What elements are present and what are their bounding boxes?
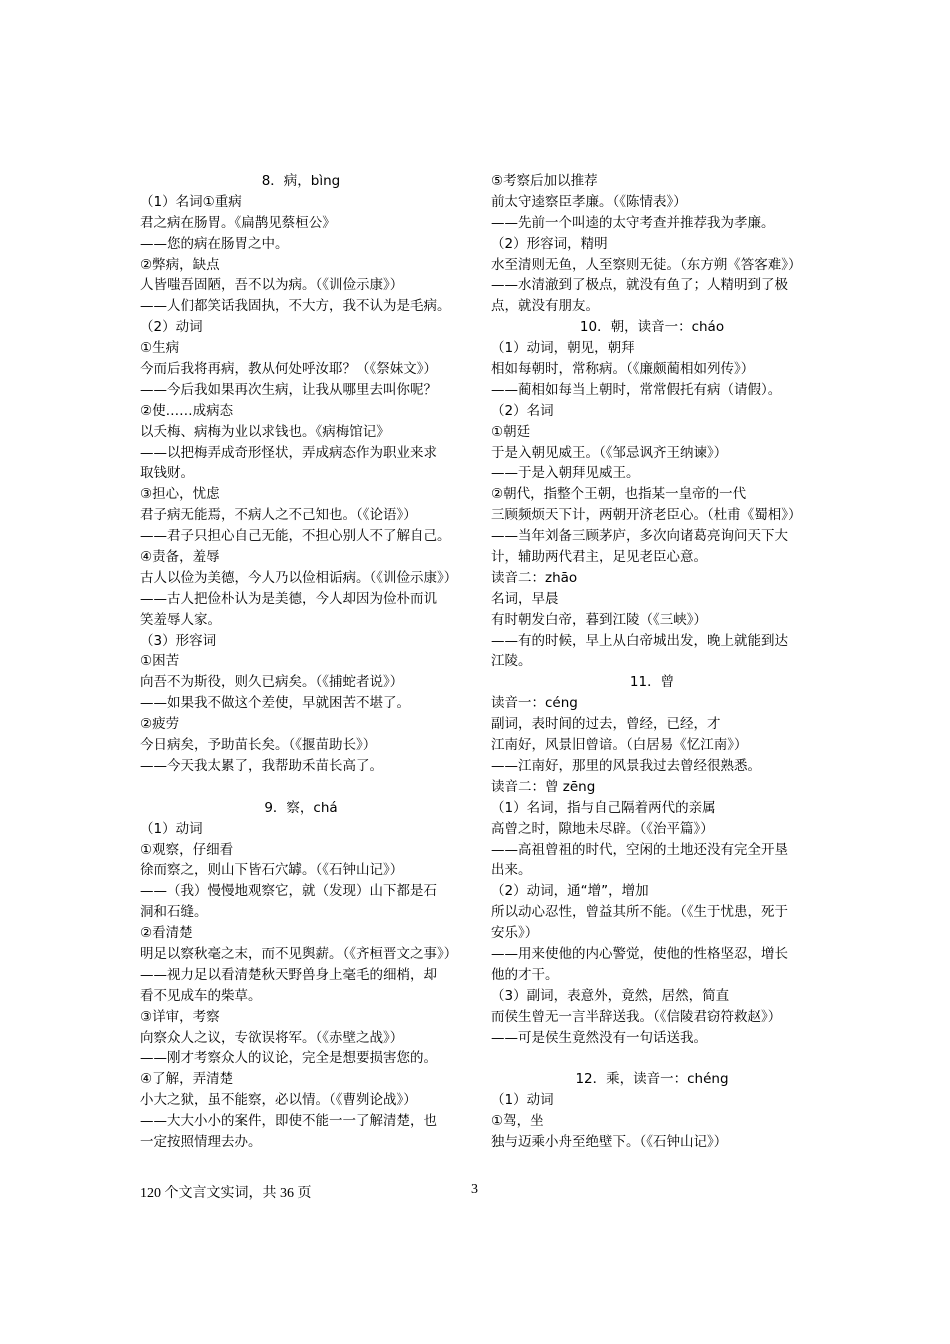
entry-heading: 9．察，chá bbox=[264, 799, 338, 816]
text-line: ——古人把俭朴认为是美德，今人却因为俭朴而讥 bbox=[140, 590, 437, 607]
text-line: （2）动词，通“增”，增加 bbox=[491, 883, 649, 900]
text-line: 向察众人之议，专欲误将军。（《赤壁之战》） bbox=[140, 1029, 404, 1046]
text-line: ①观察，仔细看 bbox=[140, 841, 234, 858]
text-line: （1）动词，朝见，朝拜 bbox=[491, 340, 635, 357]
text-line: ④了解，弄清楚 bbox=[140, 1071, 234, 1088]
text-line: 出来。 bbox=[491, 862, 532, 879]
text-line: 于是入朝见威王。（《邹忌讽齐王纳谏》） bbox=[491, 444, 728, 461]
text-line: 安乐》） bbox=[491, 925, 539, 942]
text-line: ——蔺相如每当上朝时，常常假托有病（请假）。 bbox=[491, 381, 782, 398]
text-line: 前太守逵察臣孝廉。（《陈情表》） bbox=[491, 193, 687, 210]
text-line: ——有的时候，早上从白帝城出发，晚上就能到达 bbox=[491, 632, 788, 649]
text-line: ——今天我太累了，我帮助禾苗长高了。 bbox=[140, 757, 383, 774]
text-line: 君子病无能焉，不病人之不己知也。（《论语》） bbox=[140, 507, 417, 524]
text-line: （2）动词 bbox=[140, 319, 203, 336]
text-line: 小大之狱，虽不能察，必以情。（《曹刿论战》） bbox=[140, 1092, 417, 1109]
text-line: ——刚才考察众人的议论，完全是想要损害您的。 bbox=[140, 1050, 437, 1067]
entry-heading: 12．乘，读音一：chéng bbox=[575, 1071, 729, 1088]
text-line: ①困苦 bbox=[140, 653, 180, 670]
text-line: （2）形容词，精明 bbox=[491, 235, 608, 252]
text-line: ③担心，忧虑 bbox=[140, 486, 220, 503]
entry-heading: 11．曾 bbox=[629, 674, 675, 691]
text-line: 读音二：曾 zēng bbox=[491, 778, 596, 795]
text-line: ①生病 bbox=[140, 340, 180, 357]
text-line: 徐而察之，则山下皆石穴罅。（《石钟山记》） bbox=[140, 862, 404, 879]
text-line: 江南好，风景旧曾谙。（白居易《忆江南》） bbox=[491, 737, 748, 754]
text-line: ②疲劳 bbox=[140, 716, 180, 733]
page-footer bbox=[140, 1182, 813, 1204]
text-line: 看不见成车的柴草。 bbox=[140, 987, 262, 1004]
text-line: ——于是入朝拜见威王。 bbox=[491, 465, 640, 482]
text-line: ——当年刘备三顾茅庐，多次向诸葛亮询问天下大 bbox=[491, 528, 788, 545]
text-line: （3）副词，表意外，竟然，居然，简直 bbox=[491, 987, 730, 1004]
text-line: 点，就没有朋友。 bbox=[491, 298, 599, 315]
text-line: 江陵。 bbox=[491, 653, 532, 670]
text-line: 洞和石缝。 bbox=[140, 904, 208, 921]
text-line: （3）形容词 bbox=[140, 632, 217, 649]
text-line: ——如果我不做这个差使，早就困苦不堪了。 bbox=[140, 695, 410, 712]
text-line: （2）名词 bbox=[491, 402, 554, 419]
text-line: ——以把梅弄成奇形怪状，弄成病态作为职业来求 bbox=[140, 444, 437, 461]
text-line: ②使……成病态 bbox=[140, 402, 234, 419]
blank-line bbox=[491, 1048, 813, 1069]
text-line: 副词，表时间的过去，曾经，已经，才 bbox=[491, 716, 721, 733]
text-line: ——人们都笑话我固执，不大方，我不认为是毛病。 bbox=[140, 298, 451, 315]
text-line: 古人以俭为美德，今人乃以俭相诟病。（《训俭示康》） bbox=[140, 569, 458, 586]
text-line: ——先前一个叫逵的太守考查并推荐我为孝廉。 bbox=[491, 214, 775, 231]
text-line: 有时朝发白帝，暮到江陵（《三峡》） bbox=[491, 611, 707, 628]
text-line: ——视力足以看清楚秋天野兽身上毫毛的细梢，却 bbox=[140, 966, 437, 983]
text-line: 他的才干。 bbox=[491, 966, 559, 983]
text-line: ——今后我如果再次生病，让我从哪里去叫你呢？ bbox=[140, 381, 437, 398]
text-line: 三顾频烦天下计，两朝开济老臣心。（杜甫《蜀相》） bbox=[491, 507, 802, 524]
text-line: ④责备，羞辱 bbox=[140, 549, 220, 566]
text-line: 计，辅助两代君主，足见老臣心意。 bbox=[491, 549, 707, 566]
text-line: ①朝廷 bbox=[491, 423, 531, 440]
text-line: 而侯生曾无一言半辞送我。（《信陵君窃符救赵》） bbox=[491, 1008, 782, 1025]
text-line: ——您的病在肠胃之中。 bbox=[140, 235, 289, 252]
text-line: ——君子只担心自己无能，不担心别人不了解自己。 bbox=[140, 528, 451, 545]
text-line: 水至清则无鱼，人至察则无徒。（东方朔《答客难》） bbox=[491, 256, 802, 273]
text-line: 读音一：céng bbox=[491, 695, 578, 712]
text-line: ②看清楚 bbox=[140, 925, 193, 942]
text-line: （1）动词 bbox=[140, 820, 203, 837]
text-line: 高曾之时，隙地未尽辟。（《治平篇》） bbox=[491, 820, 714, 837]
right-column bbox=[491, 171, 813, 1153]
text-line: ②弊病，缺点 bbox=[140, 256, 220, 273]
text-line: （1）动词 bbox=[491, 1092, 554, 1109]
text-line: ——可是侯生竟然没有一句话送我。 bbox=[491, 1029, 707, 1046]
entry-heading: 10．朝，读音一：cháo bbox=[579, 319, 725, 336]
text-line: ②朝代，指整个王朝，也指某一皇帝的一代 bbox=[491, 486, 747, 503]
text-line: 君之病在肠胃。《扁鹊见蔡桓公》 bbox=[140, 214, 336, 231]
entry-heading: 8．病，bìng bbox=[261, 173, 341, 189]
text-line: 读音二：zhāo bbox=[491, 569, 578, 586]
text-line: 今日病矣，予助苗长矣。（《揠苗助长》） bbox=[140, 737, 377, 754]
footer-document-info: 120 个文言文实词，共 36 页 bbox=[140, 1186, 312, 1201]
text-line: 向吾不为斯役，则久已病矣。（《捕蛇者说》） bbox=[140, 674, 404, 691]
text-line: ——江南好，那里的风景我过去曾经很熟悉。 bbox=[491, 757, 761, 774]
text-line: （1）名词①重病 bbox=[140, 193, 242, 210]
text-line: ——高祖曾祖的时代，空闲的土地还没有完全开垦 bbox=[491, 841, 788, 858]
blank-line bbox=[140, 777, 462, 798]
text-line: 相如每朝时，常称病。（《廉颇蔺相如列传》） bbox=[491, 361, 755, 378]
text-line: ③详审，考察 bbox=[140, 1008, 220, 1025]
text-line: 人皆嗤吾固陋，吾不以为病。（《训俭示康》） bbox=[140, 277, 404, 294]
text-line: 今而后我将再病，教从何处呼汝耶？（《祭妹文》） bbox=[140, 361, 437, 378]
left-column bbox=[140, 171, 462, 1153]
text-line: 取钱财。 bbox=[140, 465, 194, 482]
text-line: 笑羞辱人家。 bbox=[140, 611, 221, 628]
text-line: 一定按照情理去办。 bbox=[140, 1133, 262, 1150]
text-line: 名词，早晨 bbox=[491, 590, 559, 607]
text-line: （1）名词，指与自己隔着两代的亲属 bbox=[491, 799, 716, 816]
text-line: ——（我）慢慢地观察它，就（发现）山下都是石 bbox=[140, 883, 437, 900]
text-line: ——大大小小的案件，即使不能一一了解清楚，也 bbox=[140, 1113, 437, 1130]
text-line: ——用来使他的内心警觉，使他的性格坚忍，增长 bbox=[491, 945, 788, 962]
text-line: 独与迈乘小舟至绝壁下。（《石钟山记》） bbox=[491, 1133, 728, 1150]
text-line: 明足以察秋毫之末，而不见舆薪。（《齐桓晋文之事》） bbox=[140, 945, 458, 962]
text-line: 以夭梅、病梅为业以求钱也。《病梅馆记》 bbox=[140, 423, 390, 440]
text-line: 所以动心忍性，曾益其所不能。（《生于忧患，死于 bbox=[491, 904, 788, 921]
page-number: 3 bbox=[471, 1182, 478, 1197]
text-line: ①驾，坐 bbox=[491, 1113, 544, 1130]
text-line: ——水清澈到了极点，就没有鱼了；人精明到了极 bbox=[491, 277, 788, 294]
text-line: ⑤考察后加以推荐 bbox=[491, 173, 598, 189]
